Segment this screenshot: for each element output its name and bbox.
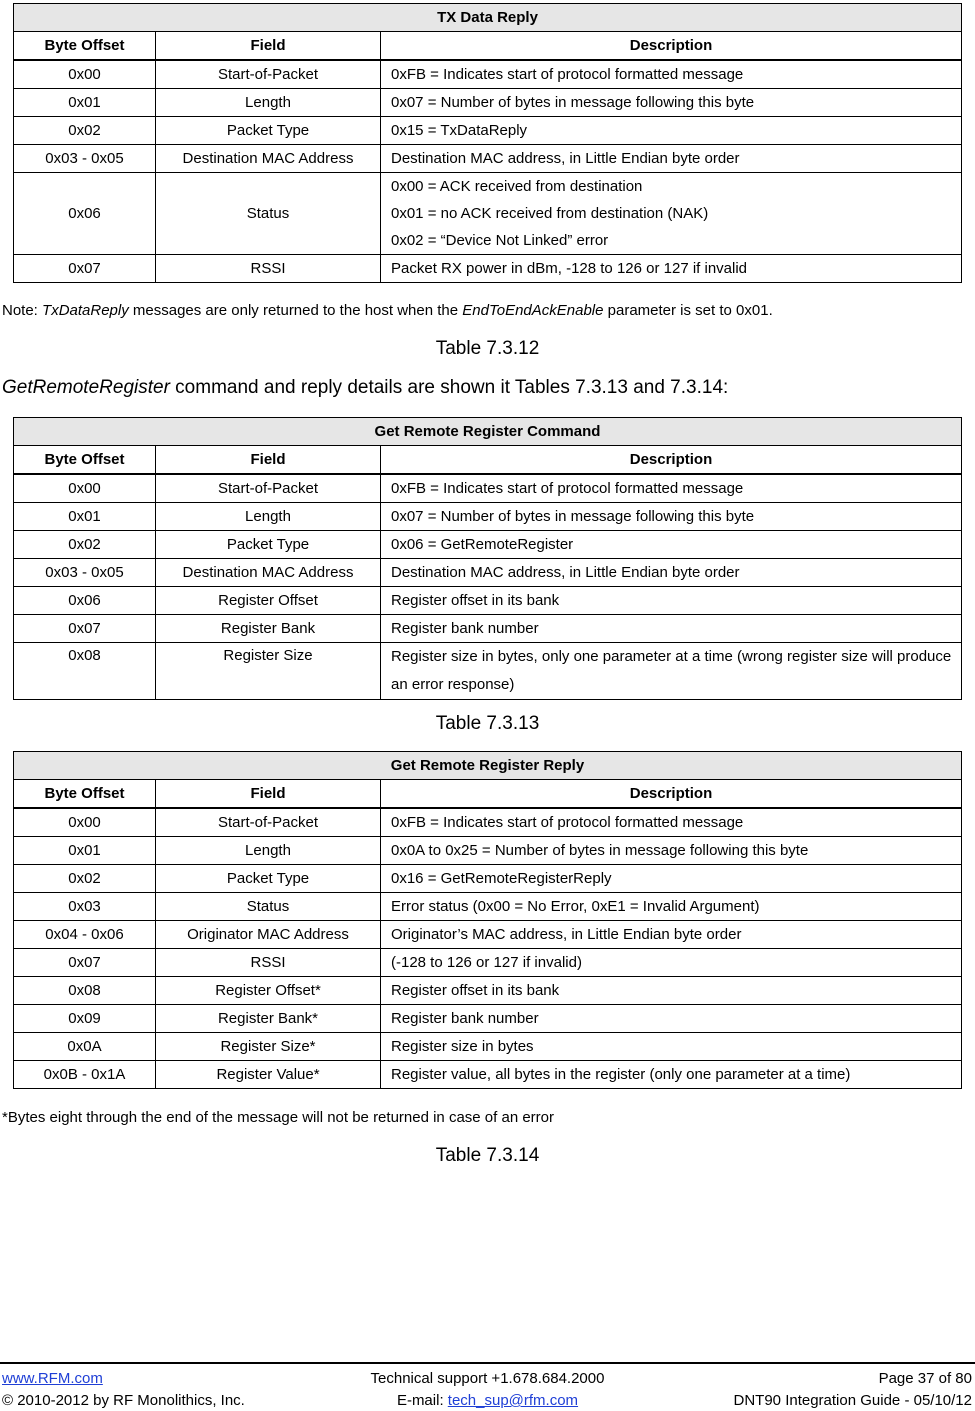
- description-cell: 0x07 = Number of bytes in message following this byte: [381, 503, 962, 531]
- field-cell: Register Value*: [156, 1061, 381, 1089]
- table-row: [14, 949, 962, 977]
- table-title: Get Remote Register Command: [14, 418, 962, 446]
- table-row: [14, 865, 962, 893]
- footer-email: E-mail: tech_sup@rfm.com: [396, 1392, 579, 1409]
- table-row: [14, 837, 962, 865]
- note-text: Note: TxDataReply messages are only returned to the host when the EndToEndAckEnable parameter is set to 0x01.: [2, 302, 773, 319]
- email-link[interactable]: tech_sup@rfm.com: [447, 1392, 579, 1409]
- table-row: [14, 117, 962, 145]
- byte-offset-cell: 0x00: [14, 60, 156, 89]
- description-cell: Register size in bytes: [381, 1033, 962, 1061]
- byte-offset-cell: 0x08: [14, 977, 156, 1005]
- description-cell: 0x0A to 0x25 = Number of bytes in message following this byte: [381, 837, 962, 865]
- description-cell: Register offset in its bank: [381, 977, 962, 1005]
- footer-document-title: DNT90 Integration Guide - 05/10/12: [733, 1392, 972, 1409]
- table-row: [14, 145, 962, 173]
- table-row: [14, 808, 962, 837]
- description-cell: Register value, all bytes in the register (only one parameter at a time): [381, 1061, 962, 1089]
- table-row: [14, 60, 962, 89]
- table-row: [14, 977, 962, 1005]
- table-row: [14, 587, 962, 615]
- get-remote-register-reply-table: [13, 751, 962, 1089]
- byte-offset-cell: 0x07: [14, 949, 156, 977]
- table-row: [14, 531, 962, 559]
- byte-offset-cell: 0x02: [14, 117, 156, 145]
- description-cell: 0x07 = Number of bytes in message following this byte: [381, 89, 962, 117]
- field-cell: Packet Type: [156, 117, 381, 145]
- table-row: [14, 1033, 962, 1061]
- byte-offset-cell: 0x00: [14, 474, 156, 503]
- table-row: [14, 643, 962, 700]
- field-cell: Status: [156, 173, 381, 255]
- column-header: Byte Offset: [14, 32, 156, 61]
- field-cell: Length: [156, 837, 381, 865]
- table-row: [14, 503, 962, 531]
- table-row: [14, 474, 962, 503]
- description-cell: 0xFB = Indicates start of protocol formatted message: [381, 60, 962, 89]
- field-cell: RSSI: [156, 255, 381, 283]
- field-cell: Start-of-Packet: [156, 808, 381, 837]
- column-header: Field: [156, 446, 381, 475]
- description-cell: Register offset in its bank: [381, 587, 962, 615]
- description-cell: 0x16 = GetRemoteRegisterReply: [381, 865, 962, 893]
- get-remote-register-command-table: [13, 417, 962, 700]
- footer-page-number: Page 37 of 80: [878, 1370, 972, 1387]
- byte-offset-cell: 0x08: [14, 643, 156, 700]
- field-cell: Originator MAC Address: [156, 921, 381, 949]
- table-row: [14, 255, 962, 283]
- field-cell: Register Size: [156, 643, 381, 700]
- description-cell: 0xFB = Indicates start of protocol formatted message: [381, 474, 962, 503]
- description-cell: Destination MAC address, in Little Endian byte order: [381, 559, 962, 587]
- table-row: [14, 559, 962, 587]
- description-cell: Register bank number: [381, 615, 962, 643]
- byte-offset-cell: 0x0B - 0x1A: [14, 1061, 156, 1089]
- table-row: [14, 173, 962, 255]
- table-title: Get Remote Register Reply: [14, 752, 962, 780]
- field-cell: Start-of-Packet: [156, 474, 381, 503]
- table-title: TX Data Reply: [14, 4, 962, 32]
- byte-offset-cell: 0x04 - 0x06: [14, 921, 156, 949]
- column-header: Field: [156, 32, 381, 61]
- footer-divider: [0, 1362, 975, 1364]
- field-cell: Register Size*: [156, 1033, 381, 1061]
- column-header: Description: [381, 780, 962, 809]
- field-cell: Length: [156, 503, 381, 531]
- field-cell: Register Offset: [156, 587, 381, 615]
- description-cell: 0x06 = GetRemoteRegister: [381, 531, 962, 559]
- byte-offset-cell: 0x00: [14, 808, 156, 837]
- field-cell: Status: [156, 893, 381, 921]
- footnote-text: *Bytes eight through the end of the message will not be returned in case of an error: [2, 1109, 554, 1126]
- description-cell: (-128 to 126 or 127 if invalid): [381, 949, 962, 977]
- field-cell: Register Bank: [156, 615, 381, 643]
- byte-offset-cell: 0x07: [14, 615, 156, 643]
- table-row: [14, 1061, 962, 1089]
- description-line: 0x02 = “Device Not Linked” error: [391, 232, 609, 249]
- description-cell: [381, 173, 962, 255]
- table-caption: Table 7.3.13: [435, 713, 540, 734]
- byte-offset-cell: 0x06: [14, 587, 156, 615]
- table-row: [14, 893, 962, 921]
- byte-offset-cell: 0x0A: [14, 1033, 156, 1061]
- byte-offset-cell: 0x09: [14, 1005, 156, 1033]
- field-cell: Register Offset*: [156, 977, 381, 1005]
- tx-data-reply-table: [13, 3, 962, 283]
- byte-offset-cell: 0x03: [14, 893, 156, 921]
- table-caption: Table 7.3.14: [435, 1145, 540, 1166]
- table-row: [14, 615, 962, 643]
- field-cell: Destination MAC Address: [156, 145, 381, 173]
- description-line: 0x01 = no ACK received from destination (NAK): [391, 205, 709, 222]
- field-cell: Packet Type: [156, 865, 381, 893]
- description-cell: Error status (0x00 = No Error, 0xE1 = Invalid Argument): [381, 893, 962, 921]
- field-cell: Destination MAC Address: [156, 559, 381, 587]
- description-cell: 0xFB = Indicates start of protocol formatted message: [381, 808, 962, 837]
- field-cell: Packet Type: [156, 531, 381, 559]
- description-cell: Destination MAC address, in Little Endian byte order: [381, 145, 962, 173]
- description-cell: Register size in bytes, only one parameter at a time (wrong register size will produce an error response): [381, 643, 962, 700]
- byte-offset-cell: 0x01: [14, 837, 156, 865]
- column-header: Field: [156, 780, 381, 809]
- byte-offset-cell: 0x06: [14, 173, 156, 255]
- field-cell: RSSI: [156, 949, 381, 977]
- byte-offset-cell: 0x03 - 0x05: [14, 559, 156, 587]
- footer-copyright: © 2010-2012 by RF Monolithics, Inc.: [2, 1392, 245, 1409]
- byte-offset-cell: 0x07: [14, 255, 156, 283]
- footer-website-link[interactable]: www.RFM.com: [2, 1370, 103, 1387]
- description-line: 0x00 = ACK received from destination: [391, 178, 643, 195]
- description-cell: Packet RX power in dBm, -128 to 126 or 127 if invalid: [381, 255, 962, 283]
- field-cell: Register Bank*: [156, 1005, 381, 1033]
- field-cell: Length: [156, 89, 381, 117]
- table-caption: Table 7.3.12: [435, 338, 540, 359]
- description-cell: Originator’s MAC address, in Little Endian byte order: [381, 921, 962, 949]
- column-header: Byte Offset: [14, 446, 156, 475]
- description-cell: 0x15 = TxDataReply: [381, 117, 962, 145]
- intro-paragraph: GetRemoteRegister command and reply details are shown it Tables 7.3.13 and 7.3.14:: [2, 377, 729, 398]
- footer-support: Technical support +1.678.684.2000: [370, 1370, 605, 1387]
- byte-offset-cell: 0x03 - 0x05: [14, 145, 156, 173]
- table-row: [14, 89, 962, 117]
- column-header: Description: [381, 446, 962, 475]
- table-row: [14, 921, 962, 949]
- description-cell: Register bank number: [381, 1005, 962, 1033]
- column-header: Byte Offset: [14, 780, 156, 809]
- byte-offset-cell: 0x02: [14, 531, 156, 559]
- byte-offset-cell: 0x02: [14, 865, 156, 893]
- field-cell: Start-of-Packet: [156, 60, 381, 89]
- column-header: Description: [381, 32, 962, 61]
- byte-offset-cell: 0x01: [14, 503, 156, 531]
- table-row: [14, 1005, 962, 1033]
- byte-offset-cell: 0x01: [14, 89, 156, 117]
